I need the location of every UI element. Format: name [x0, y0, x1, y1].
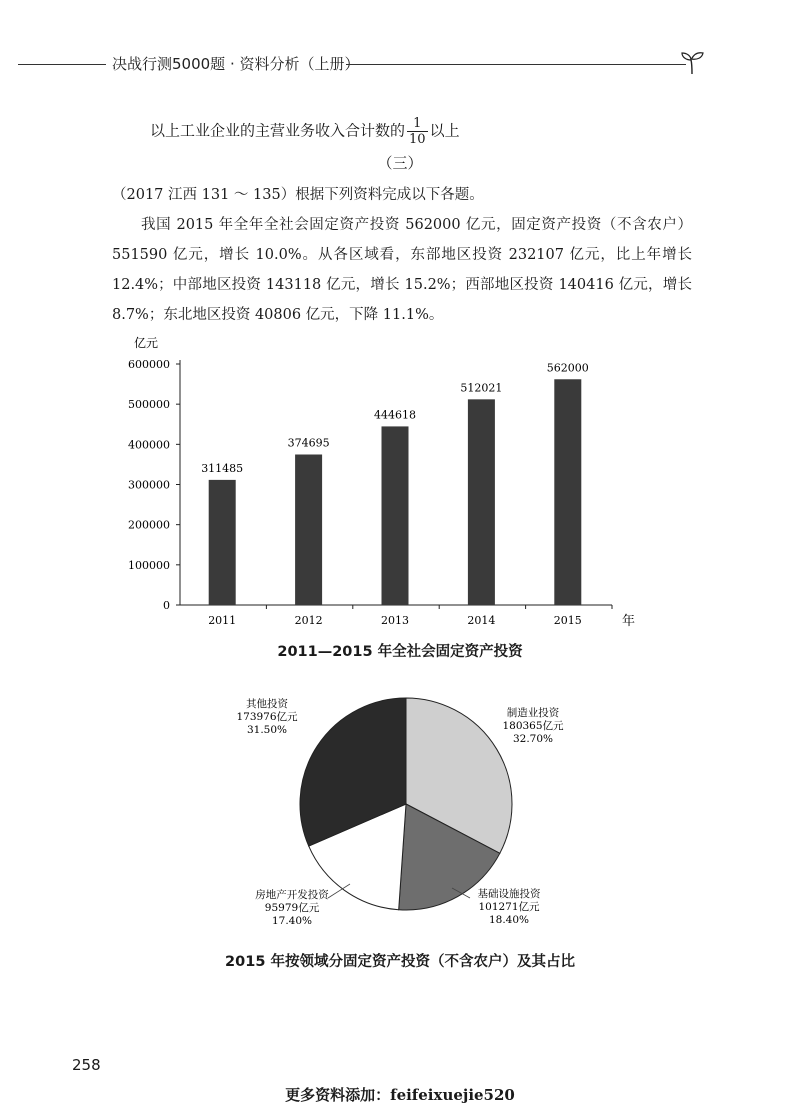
y-tick-label: 500000: [128, 398, 170, 412]
y-tick-label: 0: [163, 599, 170, 612]
fraction-line-before: 以上工业企业的主营业务收入合计数的: [150, 121, 406, 140]
pie-label-percent: 31.50%: [246, 724, 288, 736]
y-tick-label: 100000: [128, 558, 170, 572]
bar-2011: [209, 480, 236, 605]
pie-chart-caption: 2015 年按领域分固定资产投资（不含农户）及其占比: [225, 954, 575, 970]
pie-label-value: 101271亿元: [478, 901, 540, 913]
bar-2013: [382, 426, 409, 605]
y-tick-label: 300000: [128, 478, 170, 492]
y-axis-label: 亿元: [134, 336, 159, 350]
footer-promo-text: 更多资料添加：feifeixuejie520: [285, 1086, 515, 1104]
pie-label-percent: 32.70%: [512, 733, 554, 745]
bar-value-label: 444618: [374, 408, 416, 422]
y-tick-label: 600000: [128, 358, 170, 371]
x-tick-label: 2012: [294, 614, 323, 627]
y-tick-label: 200000: [128, 518, 170, 532]
x-tick-label: 2015: [553, 614, 582, 627]
pie-label-value: 180365亿元: [502, 720, 564, 732]
bar-value-label: 512021: [460, 381, 503, 395]
bar-2014: [468, 399, 495, 605]
fraction-line-after: 以上: [429, 121, 460, 140]
fraction-denominator: 10: [409, 132, 426, 147]
pie-label-name: 制造业投资: [506, 707, 560, 719]
bar-value-label: 374695: [287, 436, 330, 450]
page-number: 258: [72, 1056, 101, 1074]
pie-label-percent: 18.40%: [488, 914, 530, 926]
pie-label-value: 95979亿元: [264, 902, 320, 914]
bar-value-label: 311485: [201, 461, 244, 475]
bar-value-label: 562000: [546, 361, 589, 375]
pie-label-percent: 17.40%: [271, 915, 313, 927]
paragraph-body: 我国 2015 年全年全社会固定资产投资 562000 亿元，固定资产投资（不含农户）551590 亿元，增长 10.0%。从各区域看，东部地区投资 232107 亿元，比上年增长 12.4%；中部地区投资 143118 亿元，增长 15.2%；西部地区投资 140416 亿元，增长 8.7%；东北地区投资 40806 亿元，下降 11.1%。: [112, 217, 692, 323]
pie-label-name: 基础设施投资: [477, 888, 541, 900]
bar-2015: [554, 379, 581, 605]
pie-label-name: 其他投资: [246, 698, 288, 710]
x-tick-label: 2014: [467, 614, 496, 627]
pie-label-name: 房地产开发投资: [255, 889, 329, 901]
x-axis-label: 年: [622, 614, 636, 629]
bar-2012: [295, 454, 322, 605]
fraction-numerator: 1: [407, 116, 428, 132]
section-title: （三）: [377, 154, 423, 172]
paragraph-intro: （2017 江西 131 ～ 135）根据下列资料完成以下各题。: [112, 187, 484, 203]
bar-chart-caption: 2011—2015 年全社会固定资产投资: [277, 644, 523, 660]
header-title: 决战行测5000题 · 资料分析（上册）: [112, 55, 360, 73]
y-tick-label: 400000: [128, 438, 170, 452]
x-tick-label: 2013: [381, 614, 409, 627]
pie-label-value: 173976亿元: [236, 711, 298, 723]
x-tick-label: 2011: [208, 614, 237, 627]
